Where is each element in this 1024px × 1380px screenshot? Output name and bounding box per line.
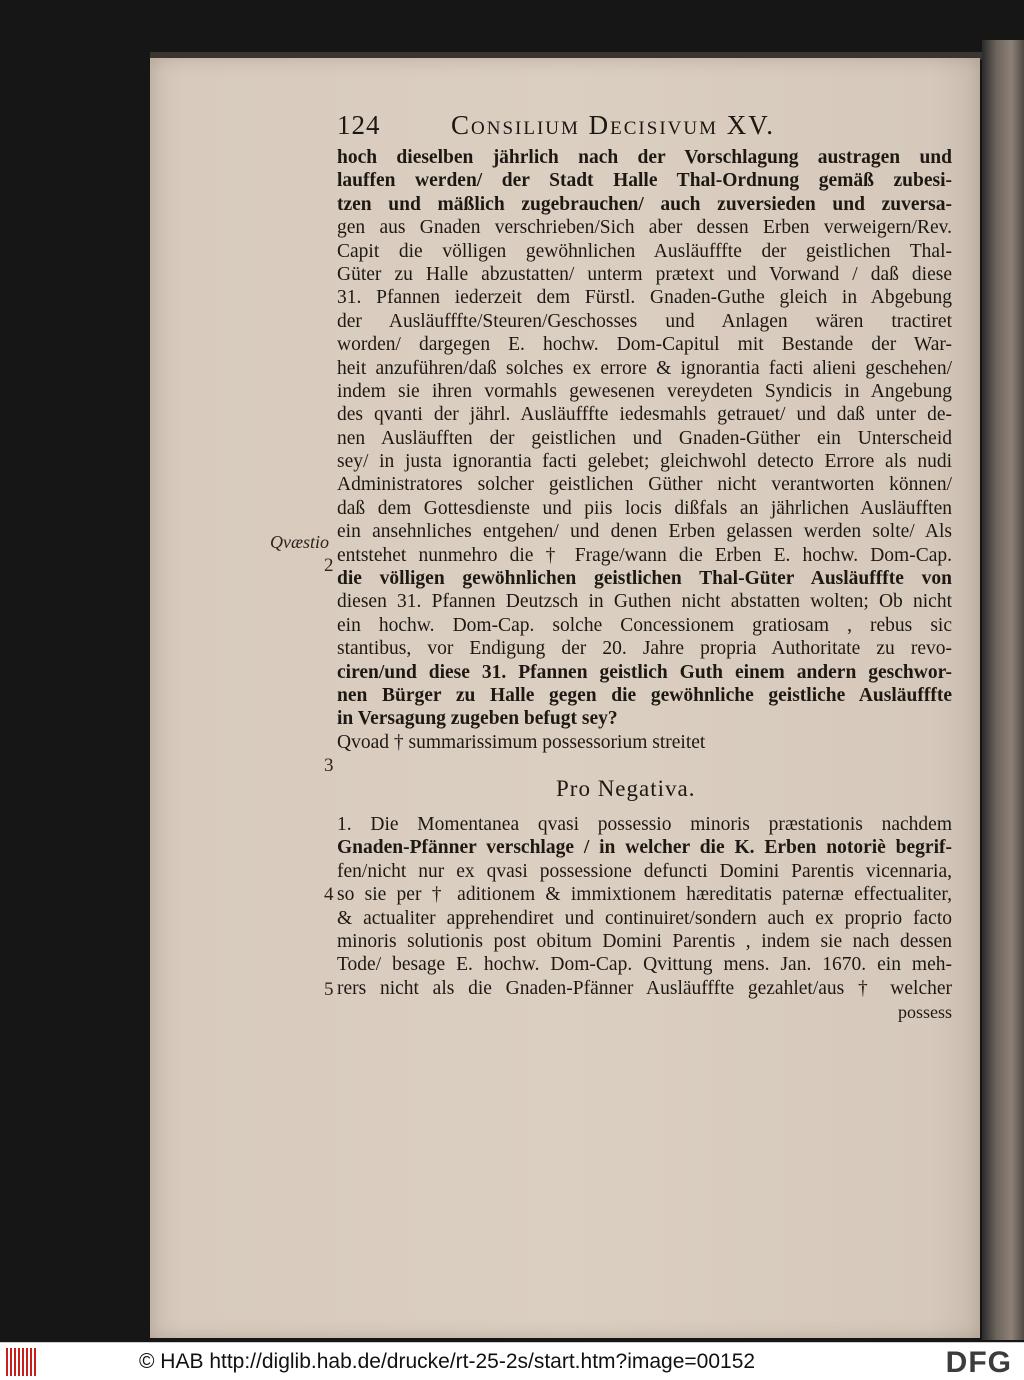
text-line: heit anzuführen/daß solches ex errore & ignorantia facti alieni geschehen/ [337, 357, 952, 379]
text-line: des qvanti der jährl. Ausläufffte iedesmahls getrauet/ und daß unter de- [337, 404, 952, 426]
text-line: sey/ in justa ignorantia facti gelebet; gleichwohl detecto Errore als nudi [337, 451, 952, 473]
text-line: indem sie ihren vormahls gewesenen vereydeten Syndicis in Angebung [337, 380, 952, 402]
hab-barcode-icon [6, 1348, 38, 1376]
body-text [337, 146, 952, 754]
text-line: diesen 31. Pfannen Deutzsch in Guthen nicht abstatten wolten; Ob nicht [337, 591, 952, 613]
text-line: die völligen gewöhnlichen geistlichen Thal-Güter Ausläufffte von [337, 568, 952, 590]
catchword: possess [898, 1002, 953, 1022]
section-text [337, 813, 952, 1000]
text-line: stantibus, vor Endigung der 20. Jahre propria Authoritate zu revo- [337, 638, 952, 660]
footer-bar [0, 1342, 1024, 1380]
page-header [337, 110, 877, 146]
text-line: Tode/ besage E. hochw. Dom-Cap. Qvittung mens. Jan. 1670. ein meh- [337, 954, 952, 976]
text-line: Capit die völligen gewöhnlichen Ausläufffte der geistlichen Thal- [337, 240, 952, 262]
text-line: minoris solutionis post obitum Domini Parentis , indem sie nach dessen [337, 930, 952, 952]
text-line: tzen und mäßlich zugebrauchen/ auch zuversieden und zuversa- [337, 193, 952, 215]
text-line: fen/nicht nur ex qvasi possessione defuncti Domini Parentis vicennaria, [337, 860, 952, 882]
margin-number-3: 3 [324, 755, 334, 776]
margin-number-5: 5 [324, 979, 334, 1000]
text-line: in Versagung zugeben befugt sey? [337, 708, 618, 730]
text-line: Güter zu Halle abzustatten/ unterm prætext und Vorwand / daß diese [337, 263, 952, 285]
margin-note-qvaestio: Qvæstio [270, 532, 330, 552]
text-line: nen Ausläufften der geistlichen und Gnaden-Güther ein Unterscheid [337, 427, 952, 449]
text-line: ein ansehnliches entgehen/ und denen Erben gelassen werden solte/ Als [337, 521, 952, 543]
text-line: worden/ dargegen E. hochw. Dom-Capitul mit Bestande der War- [337, 334, 952, 356]
text-line: entstehet nunmehro die † Frage/wann die Erben E. hochw. Dom-Cap. [337, 544, 952, 566]
footer-credit-link[interactable]: © HAB http://diglib.hab.de/drucke/rt-25-2s/start.htm?image=00152 [139, 1350, 756, 1373]
text-line: daß dem Gottesdienste und piis locis dißfals an jährlichen Ausläufften [337, 497, 952, 519]
running-title: Consilium Decisivum XV. [451, 110, 775, 140]
dfg-logo: DFG [945, 1346, 1012, 1379]
text-line: gen aus Gnaden verschrieben/Sich aber dessen Erben verweigern/Rev. [337, 217, 952, 239]
text-line: Qvoad † summarissimum possessorium streitet [337, 731, 706, 753]
text-line: 1. Die Momentanea qvasi possessio minoris præstationis nachdem [337, 814, 952, 835]
text-line: Gnaden-Pfänner verschlage / in welcher die K. Erben notoriè begrif- [337, 837, 952, 859]
margin-number-4: 4 [324, 884, 334, 905]
section-heading: Pro Negativa. [556, 776, 696, 801]
text-line: Administratores solcher geistlichen Güther nicht verantworten können/ [337, 474, 952, 496]
text-line: so sie per † aditionem & immixtionem hæreditatis paternæ effectualiter, [337, 884, 952, 906]
text-line: lauffen werden/ der Stadt Halle Thal-Ordnung gemäß zubesi- [337, 170, 952, 192]
page-right-edge [982, 40, 1024, 1340]
margin-number-2: 2 [324, 555, 334, 576]
text-line: & actualiter apprehendiret und continuiret/sondern auch ex proprio facto [337, 907, 952, 929]
text-line: ciren/und diese 31. Pfannen geistlich Guth einem andern geschwor- [337, 661, 952, 683]
text-line: 31. Pfannen iederzeit dem Fürstl. Gnaden-Guthe gleich in Abgebung [337, 287, 952, 309]
text-line: hoch dieselben jährlich nach der Vorschlagung austragen und [337, 147, 952, 168]
text-line: nen Bürger zu Halle gegen die gewöhnliche geistliche Ausläufffte [337, 684, 952, 706]
page-number: 124 [337, 110, 381, 140]
text-line: ein hochw. Dom-Cap. solche Concessionem gratiosam , rebus sic [337, 614, 952, 636]
text-line: rers nicht als die Gnaden-Pfänner Ausläufffte gezahlet/aus † welcher [337, 977, 952, 999]
text-line: der Ausläufffte/Steuren/Geschosses und Anlagen wären tractiret [337, 310, 952, 332]
